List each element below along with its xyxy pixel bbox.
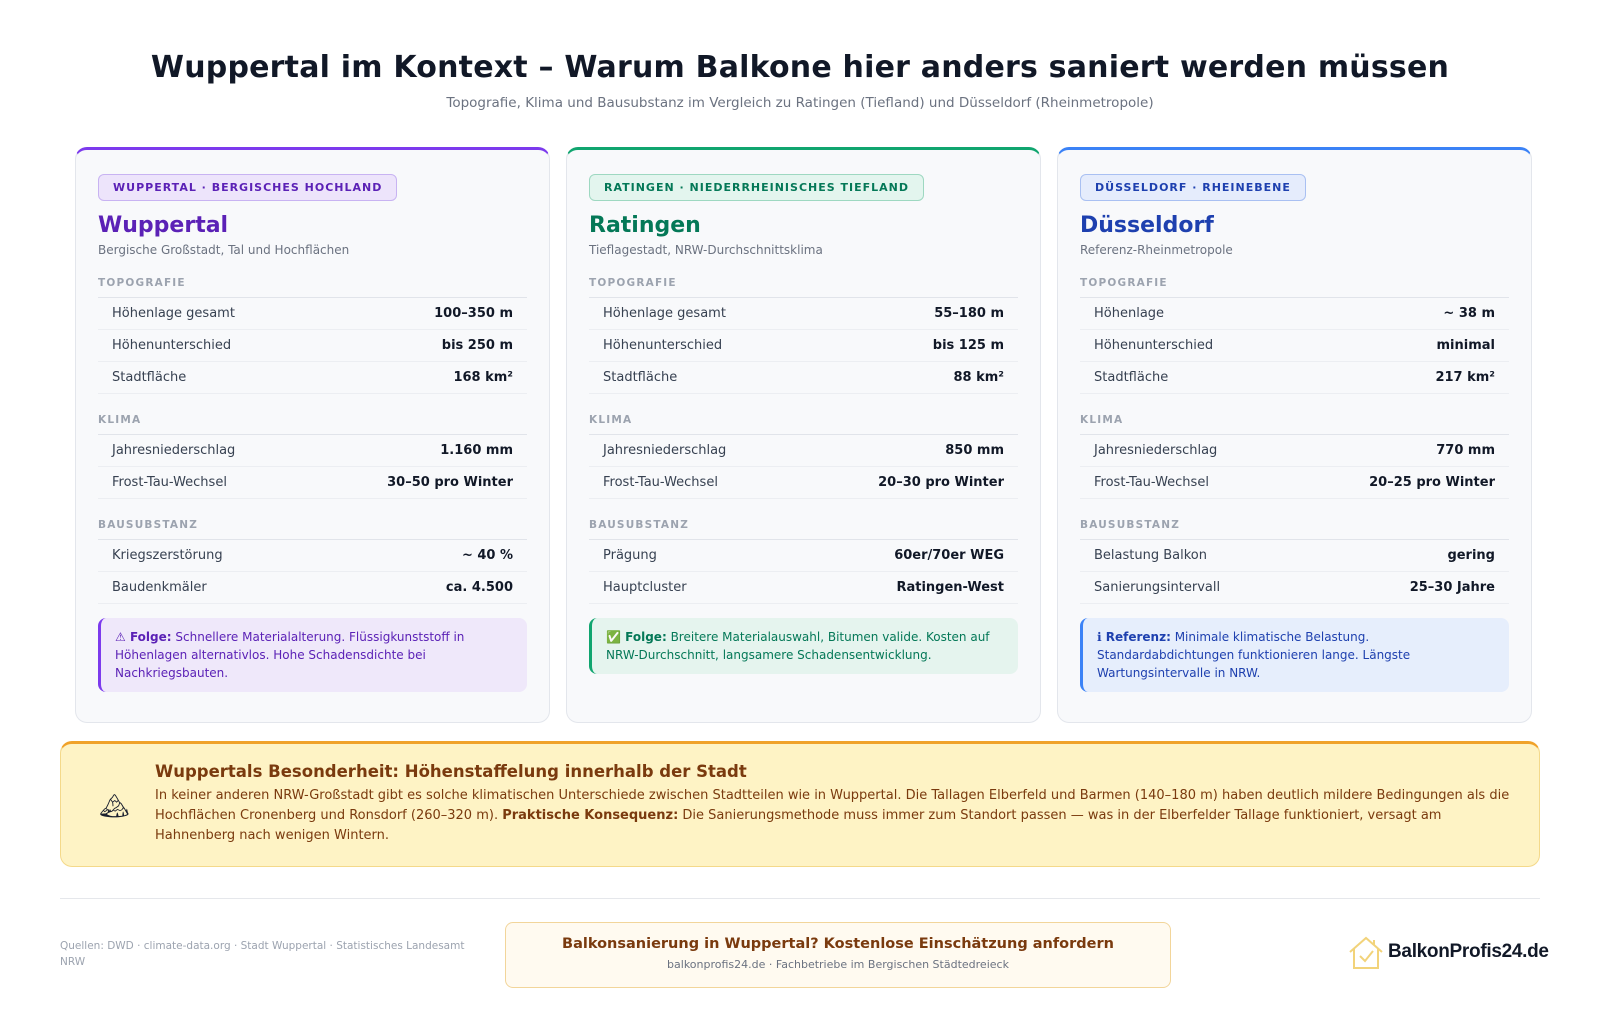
callout-text-consequence: Die Sanierungsmethode muss immer zum Standort passen — was in der Elberfelder Tallage funktioniert, versagt am Hahnenberg nach wenigen Wintern. [155, 808, 1442, 843]
card-ratingen [566, 147, 1041, 723]
row-label: Frost-Tau-Wechsel [112, 475, 227, 490]
brand-logo[interactable] [1346, 932, 1549, 972]
row-value: 30–50 pro Winter [387, 475, 513, 490]
section-heading-bausubstanz: BAUSUBSTANZ [589, 519, 1018, 540]
city-description: Bergische Großstadt, Tal und Hochflächen [98, 243, 350, 257]
region-tag: DÜSSELDORF · RHEINEBENE [1080, 174, 1306, 201]
data-row [1080, 435, 1509, 467]
data-row [1080, 330, 1509, 362]
data-row [1080, 572, 1509, 604]
row-value: minimal [1436, 338, 1495, 353]
row-value: gering [1447, 548, 1495, 563]
row-value: 20–25 pro Winter [1369, 475, 1495, 490]
row-value: 88 km² [953, 370, 1004, 385]
row-label: Jahresniederschlag [112, 443, 236, 458]
row-value: 217 km² [1435, 370, 1495, 385]
row-label: Frost-Tau-Wechsel [1094, 475, 1209, 490]
callout-text-intro: In keiner anderen NRW-Großstadt gibt es solche klimatischen Unterschiede zwischen Stadtteilen wie in Wuppertal. Die Tallagen Elberfeld und Barmen (140–180 m) haben deutlich mildere Bedingungen als die Hochflächen Cronenberg und Ronsdorf (260–320 m). [155, 788, 1510, 823]
reference-note [1080, 618, 1509, 692]
city-name: Ratingen [589, 213, 701, 238]
data-row [589, 467, 1018, 499]
row-label: Höhenlage [1094, 306, 1165, 321]
consequence-note [98, 618, 527, 692]
row-value: bis 250 m [441, 338, 513, 353]
data-row [1080, 298, 1509, 330]
row-label: Frost-Tau-Wechsel [603, 475, 718, 490]
row-label: Höhenunterschied [112, 338, 232, 353]
data-row [1080, 467, 1509, 499]
city-description: Tieflagestadt, NRW-Durchschnittsklima [589, 243, 823, 257]
consequence-note [589, 618, 1018, 674]
city-description: Referenz-Rheinmetropole [1080, 243, 1233, 257]
city-name: Wuppertal [98, 213, 229, 238]
region-tag: WUPPERTAL · BERGISCHES HOCHLAND [98, 174, 397, 201]
row-label: Höhenunterschied [603, 338, 723, 353]
section-heading-topografie: TOPOGRAFIE [589, 277, 1018, 298]
row-label: Hauptcluster [603, 580, 687, 595]
row-value: bis 125 m [932, 338, 1004, 353]
data-row [98, 572, 527, 604]
row-label: Stadtfläche [603, 370, 678, 385]
data-row [1080, 540, 1509, 572]
note-text: Schnellere Materialalterung. Flüssigkunststoff in Höhenlagen alternativlos. Hohe Schadensdichte bei Nachkriegsbauten. [115, 630, 465, 680]
note-label: Referenz: [1105, 630, 1171, 644]
section-heading-klima: KLIMA [1080, 414, 1509, 435]
section-heading-klima: KLIMA [98, 414, 527, 435]
callout-title: Wuppertals Besonderheit: Höhenstaffelung innerhalb der Stadt [155, 762, 747, 781]
row-label: Prägung [603, 548, 657, 563]
row-label: Höhenlage gesamt [112, 306, 235, 321]
note-label: Folge: [625, 630, 667, 644]
row-value: ca. 4.500 [445, 580, 513, 595]
data-row [589, 298, 1018, 330]
data-row [589, 435, 1018, 467]
data-row [98, 435, 527, 467]
data-row [589, 540, 1018, 572]
check-icon: ✅ [606, 630, 621, 644]
special-callout [60, 741, 1540, 867]
row-value: Ratingen-West [896, 580, 1004, 595]
row-label: Höhenlage gesamt [603, 306, 726, 321]
footer-divider [60, 898, 1540, 899]
row-value: 1.160 mm [440, 443, 513, 458]
data-row [589, 572, 1018, 604]
data-row [1080, 362, 1509, 394]
card-duesseldorf [1057, 147, 1532, 723]
brand-name: BalkonProfis24.de [1388, 941, 1549, 962]
row-value: 770 mm [1436, 443, 1495, 458]
header [0, 0, 1600, 111]
row-label: Belastung Balkon [1094, 548, 1207, 563]
note-text: Minimale klimatische Belastung. Standardabdichtungen funktionieren lange. Längste Wartungsintervalle in NRW. [1097, 630, 1411, 680]
row-label: Sanierungsintervall [1094, 580, 1221, 595]
region-tag: RATINGEN · NIEDERRHEINISCHES TIEFLAND [589, 174, 924, 201]
data-row [589, 362, 1018, 394]
mountain-icon: 🏔 [99, 792, 130, 820]
section-heading-topografie: TOPOGRAFIE [98, 277, 527, 298]
sources-note: Quellen: DWD · climate-data.org · Stadt Wuppertal · Statistisches Landesamt NRW [60, 940, 465, 968]
section-heading-topografie: TOPOGRAFIE [1080, 277, 1509, 298]
city-name: Düsseldorf [1080, 213, 1214, 238]
row-value: ~ 38 m [1443, 306, 1495, 321]
row-label: Höhenunterschied [1094, 338, 1214, 353]
callout-emphasis: Praktische Konsequenz: [502, 808, 679, 823]
row-value: 100–350 m [434, 306, 513, 321]
row-label: Jahresniederschlag [603, 443, 727, 458]
warning-icon: ⚠ [115, 630, 126, 644]
row-value: 25–30 Jahre [1409, 580, 1495, 595]
data-row [98, 540, 527, 572]
row-value: 60er/70er WEG [894, 548, 1004, 563]
card-wuppertal [75, 147, 550, 723]
data-row [98, 330, 527, 362]
row-label: Baudenkmäler [112, 580, 207, 595]
page-title: Wuppertal im Kontext – Warum Balkone hier anders saniert werden müssen [150, 50, 1450, 85]
row-value: 55–180 m [934, 306, 1004, 321]
cta-button[interactable] [505, 922, 1171, 988]
data-row [589, 330, 1018, 362]
row-label: Stadtfläche [1094, 370, 1169, 385]
row-value: ~ 40 % [461, 548, 513, 563]
house-check-icon [1346, 932, 1386, 972]
row-value: 20–30 pro Winter [878, 475, 1004, 490]
row-label: Stadtfläche [112, 370, 187, 385]
section-heading-bausubstanz: BAUSUBSTANZ [98, 519, 527, 540]
data-row [98, 298, 527, 330]
cta-title: Balkonsanierung in Wuppertal? Kostenlose Einschätzung anfordern [562, 936, 1114, 952]
info-icon: ℹ [1097, 630, 1102, 644]
row-value: 850 mm [945, 443, 1004, 458]
callout-text [155, 786, 1513, 846]
row-label: Kriegszerstörung [112, 548, 223, 563]
note-label: Folge: [129, 630, 172, 644]
page-subtitle: Topografie, Klima und Bausubstanz im Vergleich zu Ratingen (Tiefland) und Düsseldorf (Rheinmetropole) [446, 95, 1154, 111]
comparison-cards [75, 147, 1532, 723]
section-heading-klima: KLIMA [589, 414, 1018, 435]
row-value: 168 km² [453, 370, 513, 385]
row-label: Jahresniederschlag [1094, 443, 1218, 458]
note-text: Breitere Materialauswahl, Bitumen valide. Kosten auf NRW-Durchschnitt, langsamere Schadensentwicklung. [606, 630, 990, 662]
section-heading-bausubstanz: BAUSUBSTANZ [1080, 519, 1509, 540]
data-row [98, 362, 527, 394]
data-row [98, 467, 527, 499]
cta-subtitle: balkonprofis24.de · Fachbetriebe im Bergischen Städtedreieck [667, 958, 1009, 971]
